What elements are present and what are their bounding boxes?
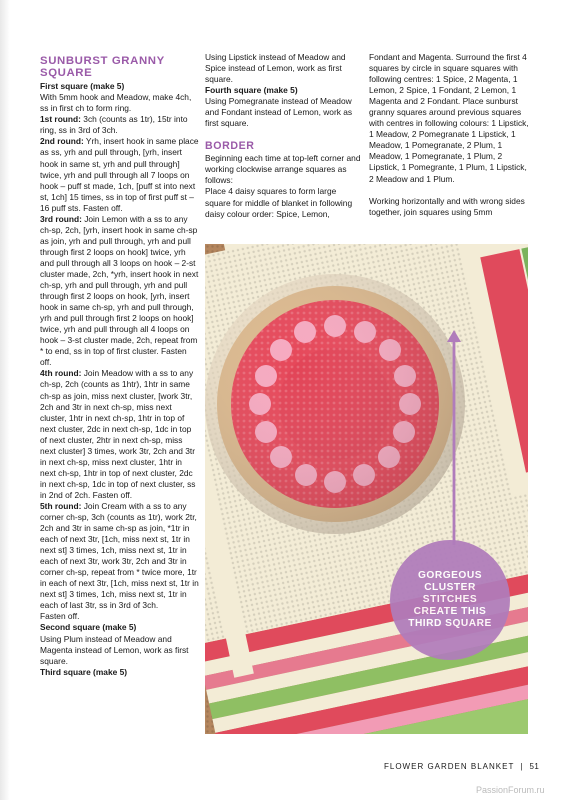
round-label: First square (make 5) xyxy=(40,81,125,92)
crochet-blanket-photo xyxy=(205,244,528,734)
pattern-column-3 xyxy=(369,52,529,218)
col1-paragraph xyxy=(40,114,200,136)
round-instruction: Join Lemon with a ss to any ch-sp, 2ch, [yrh, insert hook in same ch-sp as join, yrh and pull through, yrh and pull through first 2 loops on hook] twice, yrh and pull through all 3 loops on hook – 2-st cluster made, 2ch, *yrh, insert hook in next ch-sp, yrh and pull through, yrh and pull through first 2 loops on hook, [yrh, insert hook in same ch-sp, yrh and pull through, yrh and pull through first 2 loops on hook] twice, yrh and pull through all 4 loops on hook – 3-st cluster made, 2ch, repeat from * to end, ss in top of first cluster. Fasten off. xyxy=(40,213,199,368)
footer-separator: | xyxy=(520,762,524,771)
col1-paragraph xyxy=(40,214,200,369)
round-label: 4th round: xyxy=(40,368,82,379)
page-number: 51 xyxy=(529,762,540,771)
photo-caption-badge xyxy=(390,540,510,660)
page-footer xyxy=(384,762,539,771)
round-label: 1st round: xyxy=(40,114,81,125)
col1-paragraph xyxy=(40,136,200,213)
col1-paragraph xyxy=(40,634,200,667)
section-heading-sunburst: SUNBURST GRANNY SQUARE xyxy=(40,55,165,79)
round-label: 2nd round: xyxy=(40,136,84,147)
crochet-photo-illustration xyxy=(205,244,528,734)
arrangement-text: Fondant and Magenta. Surround the first 4 squares by circle in square squares with following centres: 1 Spice, 2 Magenta, 1 Lemon, 2 Spice, 1 Fondant, 2 Lemon, 1 Magenta and 2 Fondant. Place sunburst granny squares around previous squares with centres in following colours: 1 Lipstick, 1 Meadow, 2 Pomegranate 1 Lipstick, 1 Meadow, 1 Pomegranate, 2 Plum, 1 Meadow, 1 Pomegranate, 1 Plum, 2 Lipstick, 1 Pomegrante, 1 Plum, 1 Lipstick, 2 Meadow and 1 Plum. xyxy=(369,52,529,184)
round-instruction: 3ch (counts as 1tr), 15tr into ring, ss in 3rd of 3ch. xyxy=(40,114,188,136)
round-label: 5th round: xyxy=(40,500,82,511)
round-instruction: Join Meadow with a ss to any ch-sp, 2ch (counts as 1htr), 1htr in same ch-sp as join, miss next cluster, [work 3tr, 2ch and 3tr in next ch-sp, miss next cluster, 1htr in next ch-sp, 1htr in top of next cluster, 2dc in next ch-sp, 1dc in top of next cluster, 2htr in next ch-sp, miss next cluster] 3 times, work 3tr, 2ch and 3tr in next ch-sp, miss next cluster, 1htr in next ch-sp, 1htr in top of next cluster, 2dc in next ch-sp, 1dc in top of next cluster, ss in 2nd of 2ch. Fasten off. xyxy=(40,368,196,500)
fourth-square-heading: Fourth square (make 5) xyxy=(205,85,298,96)
round-instruction: Yrh, insert hook in same place as ss, yrh and pull through, [yrh, insert hook in same st, yrh and pull through] twice, yrh and pull through all 7 loops on hook – puff st made, 1ch, [puff st into next st, 1ch] 15 times, ss in top of first puff st – 16 puff sts. Fasten off. xyxy=(40,136,199,213)
border-text-2: Place 4 daisy squares to form large square for middle of blanket in following daisy colour order: Spice, Lemon, xyxy=(205,186,353,219)
footer-title: FLOWER GARDEN BLANKET xyxy=(384,762,515,771)
fourth-square-text: Using Pomegranate instead of Meadow and Fondant instead of Lemon, work as first square. xyxy=(205,96,353,129)
page-edge-shadow xyxy=(0,0,10,800)
col1-body xyxy=(40,81,200,678)
col1-paragraph xyxy=(40,622,200,633)
round-label: 3rd round: xyxy=(40,213,82,224)
section-heading-border: BORDER xyxy=(205,140,255,153)
photo-caption-text: GORGEOUS CLUSTER STITCHES CREATE THIS THIRD SQUARE xyxy=(408,570,492,629)
round-instruction: Using Plum instead of Meadow and Magenta instead of Lemon, work as first square. xyxy=(40,633,189,666)
round-label: Second square (make 5) xyxy=(40,622,137,633)
col1-paragraph xyxy=(40,81,200,92)
third-square-text: Using Lipstick instead of Meadow and Spice instead of Lemon, work as first square. xyxy=(205,52,346,85)
round-label: Third square (make 5) xyxy=(40,666,128,677)
col1-paragraph xyxy=(40,368,200,501)
round-instruction: Join Cream with a ss to any corner ch-sp, 3ch (counts as 1tr), work 2tr, 2ch and 3tr in same ch-sp as join, *1tr in each of next 3tr, [1ch, miss next st, 1tr in next st] 3 times, 1ch, miss next st, 1tr in each of next 3tr, work 3tr, 2ch and 3tr in corner ch-sp, repeat from * twice more, 1tr in each of next 3tr, [1ch, miss next st, 1tr in next st] 3 times, 1ch, miss next st, 1tr in each of last 3tr, ss in 3rd of 3ch. xyxy=(40,500,199,611)
caption-pointer-line xyxy=(444,330,464,545)
col1-paragraph xyxy=(40,667,200,678)
border-text: Beginning each time at top-left corner and working clockwise arrange squares as follows: xyxy=(205,153,361,186)
col1-paragraph xyxy=(40,611,200,622)
round-instruction: With 5mm hook and Meadow, make 4ch, ss in first ch to form ring. xyxy=(40,92,192,114)
joining-text: Working horizontally and with wrong sides together, join squares using 5mm xyxy=(369,195,525,217)
site-watermark: PassionForum.ru xyxy=(476,785,545,795)
col1-paragraph xyxy=(40,501,200,611)
round-instruction: Fasten off. xyxy=(40,611,80,622)
pattern-column-2 xyxy=(205,52,363,220)
col1-paragraph xyxy=(40,92,200,114)
pattern-column-1 xyxy=(40,52,200,678)
